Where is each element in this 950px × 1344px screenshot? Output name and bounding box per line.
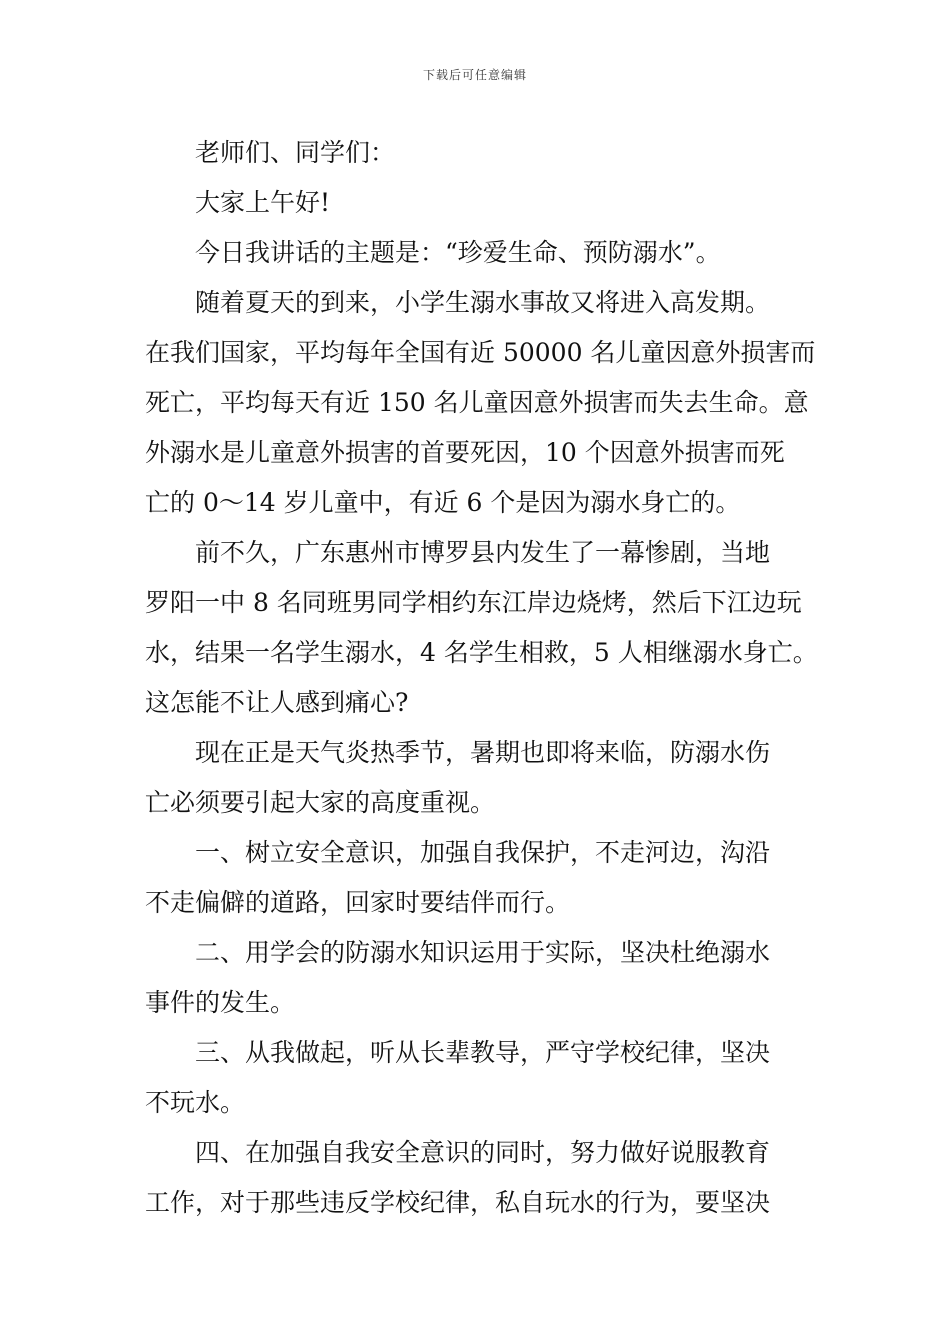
text-line: 前不久，广东惠州市博罗县内发生了一幕惨剧，当地	[195, 538, 771, 567]
text-line: 四、在加强自我安全意识的同时，努力做好说服教育	[195, 1138, 771, 1167]
text-line: 这怎能不让人感到痛心?	[145, 688, 409, 717]
paragraph-point-four	[145, 1128, 825, 1228]
paragraph-incident	[145, 528, 825, 728]
paragraph-point-one	[145, 828, 825, 928]
text-line: 不走偏僻的道路，回家时要结伴而行。	[145, 888, 571, 917]
page-header: 下载后可任意编辑	[422, 68, 527, 82]
text-line: 现在正是天气炎热季节，暑期也即将来临，防溺水伤	[195, 738, 771, 767]
paragraph-salutation	[145, 178, 825, 228]
paragraph-point-two	[145, 928, 825, 1028]
text-line: 死亡，平均每天有近 150 名儿童因意外损害而失去生命。意	[145, 388, 809, 417]
text-line: 事件的发生。	[145, 988, 296, 1017]
text-line: 二、用学会的防溺水知识运用于实际，坚决杜绝溺水	[195, 938, 771, 967]
text-line: 大家上午好!	[195, 188, 331, 217]
text-line: 罗阳一中 8 名同班男同学相约东江岸边烧烤，然后下江边玩	[145, 588, 802, 617]
text-line: 工作，对于那些违反学校纪律，私自玩水的行为，要坚决	[145, 1188, 771, 1217]
text-line: 三、从我做起，听从长辈教导，严守学校纪律，坚决	[195, 1038, 771, 1067]
paragraph-topic	[145, 228, 825, 278]
paragraph-greeting	[145, 128, 825, 178]
text-line: 在我们国家，平均每年全国有近 50000 名儿童因意外损害而	[145, 338, 816, 367]
text-line: 水，结果一名学生溺水，4 名学生相救，5 人相继溺水身亡。	[145, 638, 818, 667]
text-line: 老师们、同学们：	[195, 138, 396, 167]
text-line: 不玩水。	[145, 1088, 246, 1117]
paragraph-season	[145, 728, 825, 828]
document-body	[145, 128, 825, 1228]
text-line: 随着夏天的到来，小学生溺水事故又将进入高发期。	[195, 288, 771, 317]
paragraph-statistics	[145, 278, 825, 528]
text-line: 亡的 0～14 岁儿童中，有近 6 个是因为溺水身亡的。	[145, 488, 741, 517]
text-line: 今日我讲话的主题是：“珍爱生命、预防溺水”。	[195, 238, 721, 267]
paragraph-point-three	[145, 1028, 825, 1128]
text-line: 一、树立安全意识，加强自我保护，不走河边，沟沿	[195, 838, 771, 867]
text-line: 外溺水是儿童意外损害的首要死因，10 个因意外损害而死	[145, 438, 785, 467]
text-line: 亡必须要引起大家的高度重视。	[145, 788, 496, 817]
